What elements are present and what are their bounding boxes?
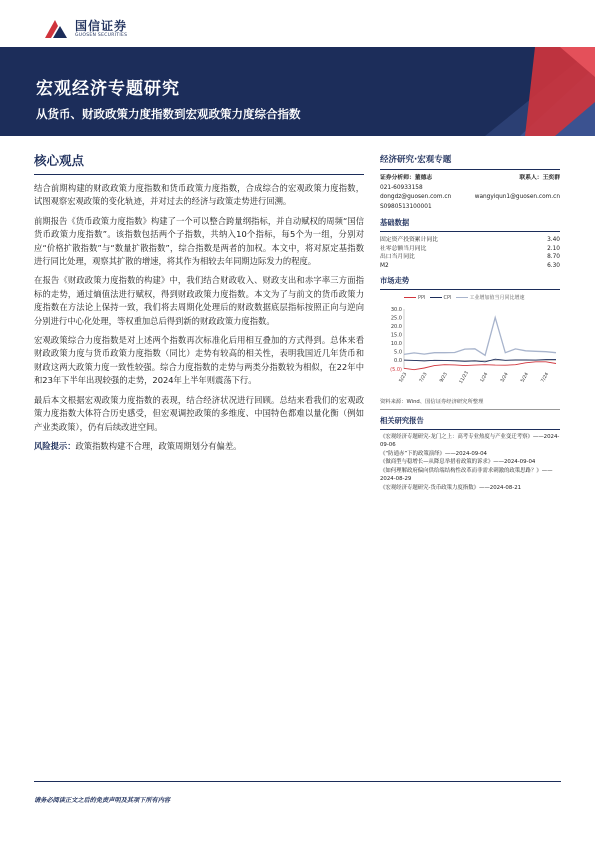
- y-tick-label: 25.0: [390, 315, 402, 322]
- analyst-label: 证券分析师：: [380, 175, 415, 181]
- basic-data-title: 基础数据: [380, 218, 560, 232]
- legend-item-ppi: PPI: [404, 295, 426, 301]
- legend-item-cpi: CPI: [430, 295, 452, 301]
- y-tick-label: 20.0: [390, 323, 402, 330]
- footer: [34, 781, 561, 806]
- x-tick-label: 3/24: [500, 372, 510, 384]
- risk-label: 风险提示：: [34, 440, 76, 451]
- contact-email[interactable]: wangyiqun1@guosen.com.cn: [474, 194, 560, 201]
- related-reports-title: 相关研究报告: [380, 416, 560, 430]
- basic-data-row: 社零总额当月同比 2.10: [380, 245, 560, 252]
- chart-legend: [404, 294, 560, 301]
- x-tick-label: 5/23: [398, 372, 409, 384]
- y-tick-label: 10.0: [390, 341, 402, 348]
- disclaimer-note: 请务必阅读正文之后的免责声明及其项下所有内容: [34, 797, 171, 804]
- basic-data-row: M2 6.30: [380, 262, 560, 269]
- title-banner: [0, 47, 595, 136]
- y-tick-label: (5.0): [390, 366, 402, 373]
- basic-data-row: 固定资产投资累计同比 3.40: [380, 237, 560, 244]
- related-report-link[interactable]: 《“防通赤”下的政策演绎》——2024-09-04: [380, 450, 487, 457]
- report-title: 宏观经济专题研究: [36, 79, 180, 99]
- core-views-title: 核心观点: [34, 151, 364, 175]
- y-tick-label: 15.0: [390, 332, 402, 339]
- guosen-logo-icon: [43, 18, 69, 40]
- x-tick-label: 7/23: [419, 372, 429, 384]
- analyst-phone: 021-60933158: [380, 184, 423, 191]
- banner-decoration: [465, 47, 595, 136]
- core-paragraph: 前期报告《货币政策力度指数》构建了一个可以整合跨量纲指标，并自动赋权的周频“国信货币政策力度指数”。该指数包括两个子指数，共纳入10个指标，每5个为一组，分别对应“价格扩散指数”与“数量扩散指数”，综合指数是两者的加权。本文中，将对原定基指数进行同比处理，观察其扩散的增速，将其作为相较去年同期边际发力的程度。: [34, 215, 364, 267]
- basic-data-row: 出口当月同比 8.70: [380, 254, 560, 261]
- related-report-link[interactable]: 《如何理解政府偏向供给端结构性改革而非需求刺激的政策思路？》——2024-08-29: [380, 468, 553, 482]
- core-paragraph: 宏观政策综合力度指数是对上述两个指数再次标准化后用相互叠加的方式得到。总体来看财政政策力度与货币政策力度指数（同比）走势有较高的相关性，表明我国近几年货币和财政这两大政策力度一致性较强。综合力度指数的走势与两类分指数较为相似，在22年中和23年下半年出现较强的走势，2024年上半年则震荡下行。: [34, 335, 364, 386]
- y-tick-label: 0.0: [394, 358, 402, 365]
- core-paragraph: 在报告《财政政策力度指数的构建》中，我们结合财政收入、财政支出和赤字率三方面指标的走势，通过熵值法进行赋权，得到财政政策力度指数。本文为了与前文的货币政策力度指数在方法论上保持一致，我们将去周期化处理后的财政数据底层指标按照正向与逆向分别进行中心化处理，等权重加总后得到新的财政政策力度指数。: [34, 275, 364, 326]
- x-tick-label: 1/24: [479, 372, 490, 384]
- logo-name-en: GUOSEN SECURITIES: [75, 33, 128, 38]
- sidebar: [380, 153, 560, 494]
- contact-label: 联系人：: [519, 175, 543, 181]
- related-report-link[interactable]: 《宏观经济专题研究-货币政策力度指数》——2024-08-21: [380, 484, 522, 491]
- contact-name: 王奕群: [542, 175, 560, 181]
- market-trend-title: 市场走势: [380, 276, 560, 290]
- core-paragraph: 最后本文根据宏观政策力度指数的表现，结合经济状况进行回顾。总结来看我们的宏观政策力度指数大体符合历史感受，但宏观调控政策的多维度、中国特色都难以量化衡（例如产业类政策），仍有后续改进空间。: [34, 394, 364, 432]
- risk-warning: [34, 440, 364, 453]
- core-views-section: [34, 151, 364, 453]
- x-tick-label: 11/23: [458, 370, 470, 385]
- y-tick-label: 30.0: [390, 306, 402, 313]
- series-line-ppi: [404, 362, 556, 370]
- chart-source: 资料来源：Wind、国信证券经济研究所整理: [380, 397, 560, 410]
- risk-text: 政策指数构建不合理，政策周期划分有偏差。: [75, 440, 242, 451]
- related-report-link[interactable]: 《做商型与稳增长—从降息举措看政策的诉求》——2024-09-04: [380, 459, 536, 466]
- y-tick-label: 5.0: [394, 349, 402, 356]
- core-paragraph: 结合前期构建的财政政策力度指数和货币政策力度指数，合成综合的宏观政策力度指数，试图观察宏观政策的变化轨迹，并对过去的经济与政策走势进行回溯。: [34, 183, 364, 207]
- series-line-industrial-output: [404, 318, 556, 356]
- guosen-logo: [43, 14, 127, 44]
- market-trend-chart: [380, 303, 560, 391]
- report-subtitle: 从货币、财政政策力度指数到宏观政策力度综合指数: [36, 107, 301, 121]
- x-tick-label: 5/24: [520, 372, 530, 384]
- related-report-link[interactable]: 《宏观经济专题研究-龙门之上：高考专业热度与产业变迁考察》——2024-09-06: [380, 434, 560, 448]
- x-tick-label: 9/23: [439, 372, 449, 384]
- analyst-row: [380, 174, 560, 184]
- x-tick-label: 7/24: [540, 372, 551, 384]
- analyst-license: S0980513100001: [380, 203, 432, 210]
- legend-item-ip: 工业增加值当月同比增速: [456, 294, 525, 301]
- logo-name-cn: 国信证券: [75, 19, 128, 33]
- analyst-email[interactable]: dongdz@guosen.com.cn: [380, 194, 452, 201]
- report-type: 经济研究·宏观专题: [380, 153, 560, 170]
- analyst-name: 董德志: [414, 175, 433, 181]
